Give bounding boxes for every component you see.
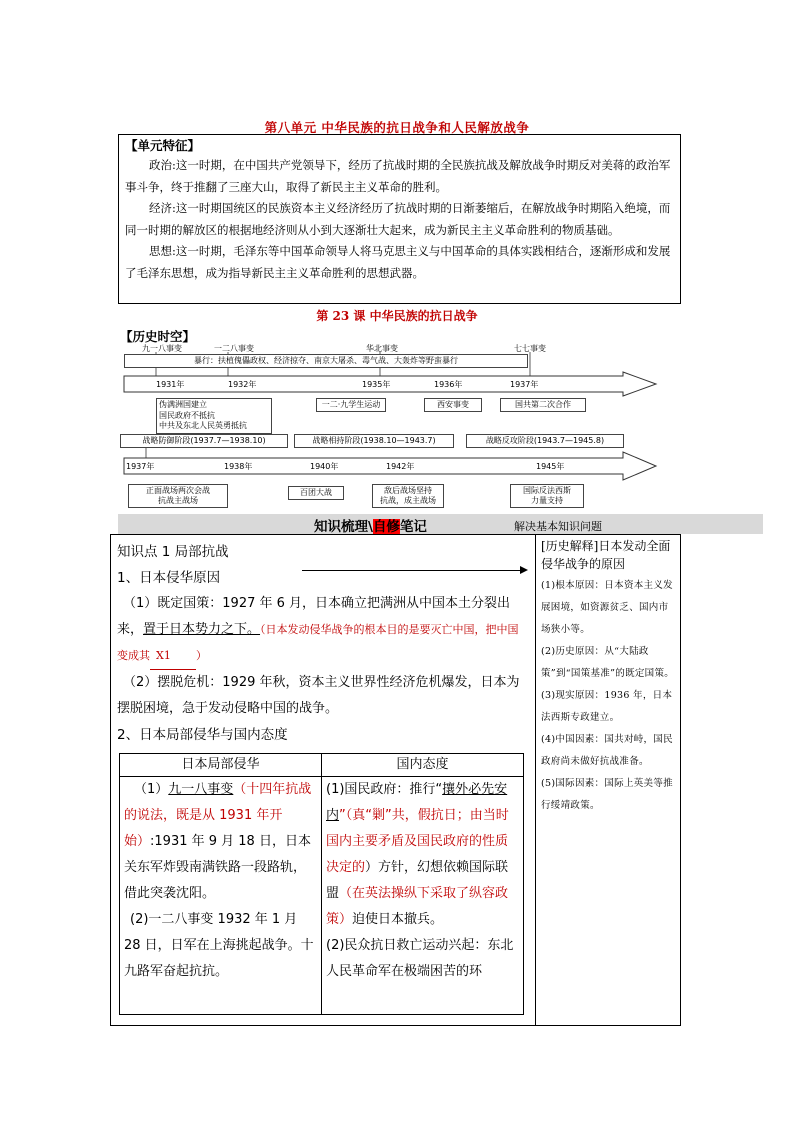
behind-2: 抗战，成主战场	[380, 496, 436, 505]
features-heading: 【单元特征】	[125, 138, 201, 153]
banner-highlight: 自修	[372, 519, 400, 535]
fourteen-years-note: （十四年抗战的说法，既是从 1931 年开始）	[124, 782, 312, 849]
banner-sep: \	[368, 519, 373, 535]
lesson-title: 第 23 课 中华民族的抗日战争	[316, 309, 478, 323]
year2-1942: 1942年	[386, 462, 415, 471]
features-economy: 经济:这一时期国统区的民族资本主义经济经历了抗战时期的日渐萎缩后，在解放战争时期陷入绝境，而同一时期的解放区的根据地经济则从小到大逐渐壮大起来，成为新民主主义革命胜利的物质基础。	[125, 201, 671, 237]
box-coop: 国共第二次合作	[500, 398, 586, 412]
gov-text-2: ）方针，幻想依赖国际联盟	[326, 860, 509, 901]
box-intl	[510, 484, 584, 508]
manchukuo: 伪满洲国建立	[159, 400, 207, 409]
answer-blank-x1[interactable]: X1	[150, 643, 196, 670]
gov-policy: 攘外必先安内	[326, 782, 508, 823]
nonresistance: 国民政府不抵抗	[159, 410, 215, 420]
event-128: 一二八事变	[214, 344, 254, 353]
invasion-918	[124, 777, 317, 907]
col-header-invasion: 日本局部侵华	[120, 754, 322, 777]
behind-1: 敌后战场坚持	[384, 486, 432, 495]
features-politics: 政治:这一时期，在中国共产党领导下，经历了抗战时期的全民族抗战及解放战争时期反对美蒋的政治军事斗争，终于推翻了三座大山，取得了新民主主义革命的胜利。	[125, 158, 671, 194]
event-918: 九一八事变	[142, 344, 182, 353]
num-1: （1）	[134, 782, 169, 797]
year2-1937: 1937年	[126, 462, 155, 471]
crisis-paragraph: （2）摆脱危机：1929 年秋，资本主义世界性经济危机爆发，日本为摆脱困境，急于发动侵略中国的战争。	[117, 675, 520, 716]
invasion-table	[119, 753, 524, 1015]
cell-invasion	[120, 777, 322, 1015]
event-918-name: 九一八事变	[168, 782, 234, 797]
gov-note-3: （在英法操纵下采取了纵容政策）	[326, 886, 509, 927]
year2-1945: 1945年	[536, 462, 565, 471]
sidebar-item-2: (2)历史原因：从“大陆政策”到“国策基准”的既定国策。	[541, 646, 675, 679]
cell-attitude	[322, 777, 524, 1015]
gov-text-1: (1)国民政府：推行“	[326, 782, 443, 797]
intl-2: 力量支持	[531, 496, 563, 505]
box-129: 一二·九学生运动	[316, 398, 386, 412]
policy-note-end: ）	[196, 649, 207, 662]
year-1935: 1935年	[362, 380, 391, 389]
banner-subtitle: 解决基本知识问题	[514, 520, 602, 533]
timeline-2	[118, 448, 663, 488]
history-sidebar	[541, 537, 677, 817]
sidebar-item-4: (4)中国因素：国共对峙，国民政府尚未做好抗战准备。	[541, 734, 673, 767]
gov-note-2: ；由当时国内主要矛盾及国民政府的性质决定的	[326, 808, 509, 875]
spacetime-label: 【历史时空】	[120, 329, 196, 344]
frontal-2: 抗战主战场	[158, 496, 198, 505]
section-banner	[118, 514, 763, 534]
features-thought: 思想:这一时期，毛泽东等中国革命领导人将马克思主义与中国革命的具体实践相结合，逐渐形成和发展了毛泽东思想，成为指导新民主主义革命胜利的思想武器。	[125, 244, 671, 280]
policy-paragraph	[117, 591, 529, 670]
box-xian: 西安事变	[424, 398, 482, 412]
sidebar-title: [历史解释]日本发动全面侵华战争的原因	[541, 539, 671, 571]
stage-defense: 战略防御阶段(1937.7—1938.10)	[120, 434, 288, 448]
sidebar-item-1: (1)根本原因：日本资本主义发展困境，如资源贫乏、国内市场狭小等。	[541, 580, 673, 635]
col-header-attitude: 国内态度	[322, 754, 524, 777]
policy-text: （1）既定国策：1927 年 6 月，日本确立把满洲从中国本土分裂出来，	[117, 596, 511, 637]
attitude-government	[326, 777, 519, 933]
year-1931: 1931年	[156, 380, 185, 389]
gov-note-1: ”（真“剿”共，假抗日	[339, 808, 457, 823]
year-1936: 1936年	[434, 380, 463, 389]
atrocities-banner: 暴行：扶植傀儡政权、经济掠夺、南京大屠杀、毒气战、大轰炸等野蛮暴行	[124, 354, 528, 368]
year-1932: 1932年	[228, 380, 257, 389]
invasion-128: (2)一二八事变 1932 年 1 月 28 日，日军在上海挑起战争。十九路军奋起抗抗。	[124, 912, 314, 979]
banner-pre: 知识梳理	[314, 519, 368, 535]
stage-stalemate: 战略相持阶段(1938.10—1943.7)	[294, 434, 454, 448]
sec1-heading: 1、日本侵华原因	[117, 570, 221, 586]
event-918-desc: :1931 年 9 月 18 日，日本关东军炸毁南满铁路一段路轨，借此突袭沈阳。	[124, 834, 311, 901]
banner-title	[314, 515, 427, 535]
event-huabei: 华北事变	[366, 344, 398, 353]
intl-1: 国际反法西斯	[523, 486, 571, 495]
notes-table	[110, 534, 681, 1026]
resistance: 中共及东北人民英勇抵抗	[159, 421, 247, 430]
event-77: 七七事变	[514, 344, 546, 353]
column-divider	[535, 535, 536, 1025]
box-frontal	[128, 484, 228, 508]
year2-1938: 1938年	[224, 462, 253, 471]
year-1937: 1937年	[510, 380, 539, 389]
unit-title: 第八单元 中华民族的抗日战争和人民解放战争	[264, 120, 530, 135]
sec2-heading: 2、日本局部侵华与国内态度	[117, 727, 288, 743]
attitude-people: (2)民众抗日救亡运动兴起：东北人民革命军在极端困苦的环	[326, 938, 514, 979]
year2-1940: 1940年	[310, 462, 339, 471]
pointer-arrow-line	[302, 570, 524, 571]
box-1931-events	[156, 398, 272, 434]
box-behind	[372, 484, 444, 508]
sidebar-item-3: (3)现实原因：1936 年，日本法西斯专政建立。	[541, 690, 673, 723]
policy-underlined: 置于日本势力之下。	[143, 622, 261, 637]
frontal-1: 正面战场两次会战	[146, 486, 210, 495]
box-hundred: 百团大战	[288, 486, 344, 500]
gov-text-3: 迫使日本撤兵。	[352, 912, 444, 927]
unit-features-box	[118, 134, 681, 304]
pointer-arrow-head	[520, 566, 528, 574]
sidebar-item-5: (5)国际因素：国际上英美等推行绥靖政策。	[541, 778, 673, 811]
kp1-heading: 知识点 1 局部抗战	[117, 544, 229, 560]
stage-offensive: 战略反攻阶段(1943.7—1945.8)	[466, 434, 624, 448]
policy-note: （日本发动侵华战争的根本目的是要灭亡中国，把中国变成其	[117, 623, 519, 662]
banner-post: 笔记	[399, 519, 427, 535]
